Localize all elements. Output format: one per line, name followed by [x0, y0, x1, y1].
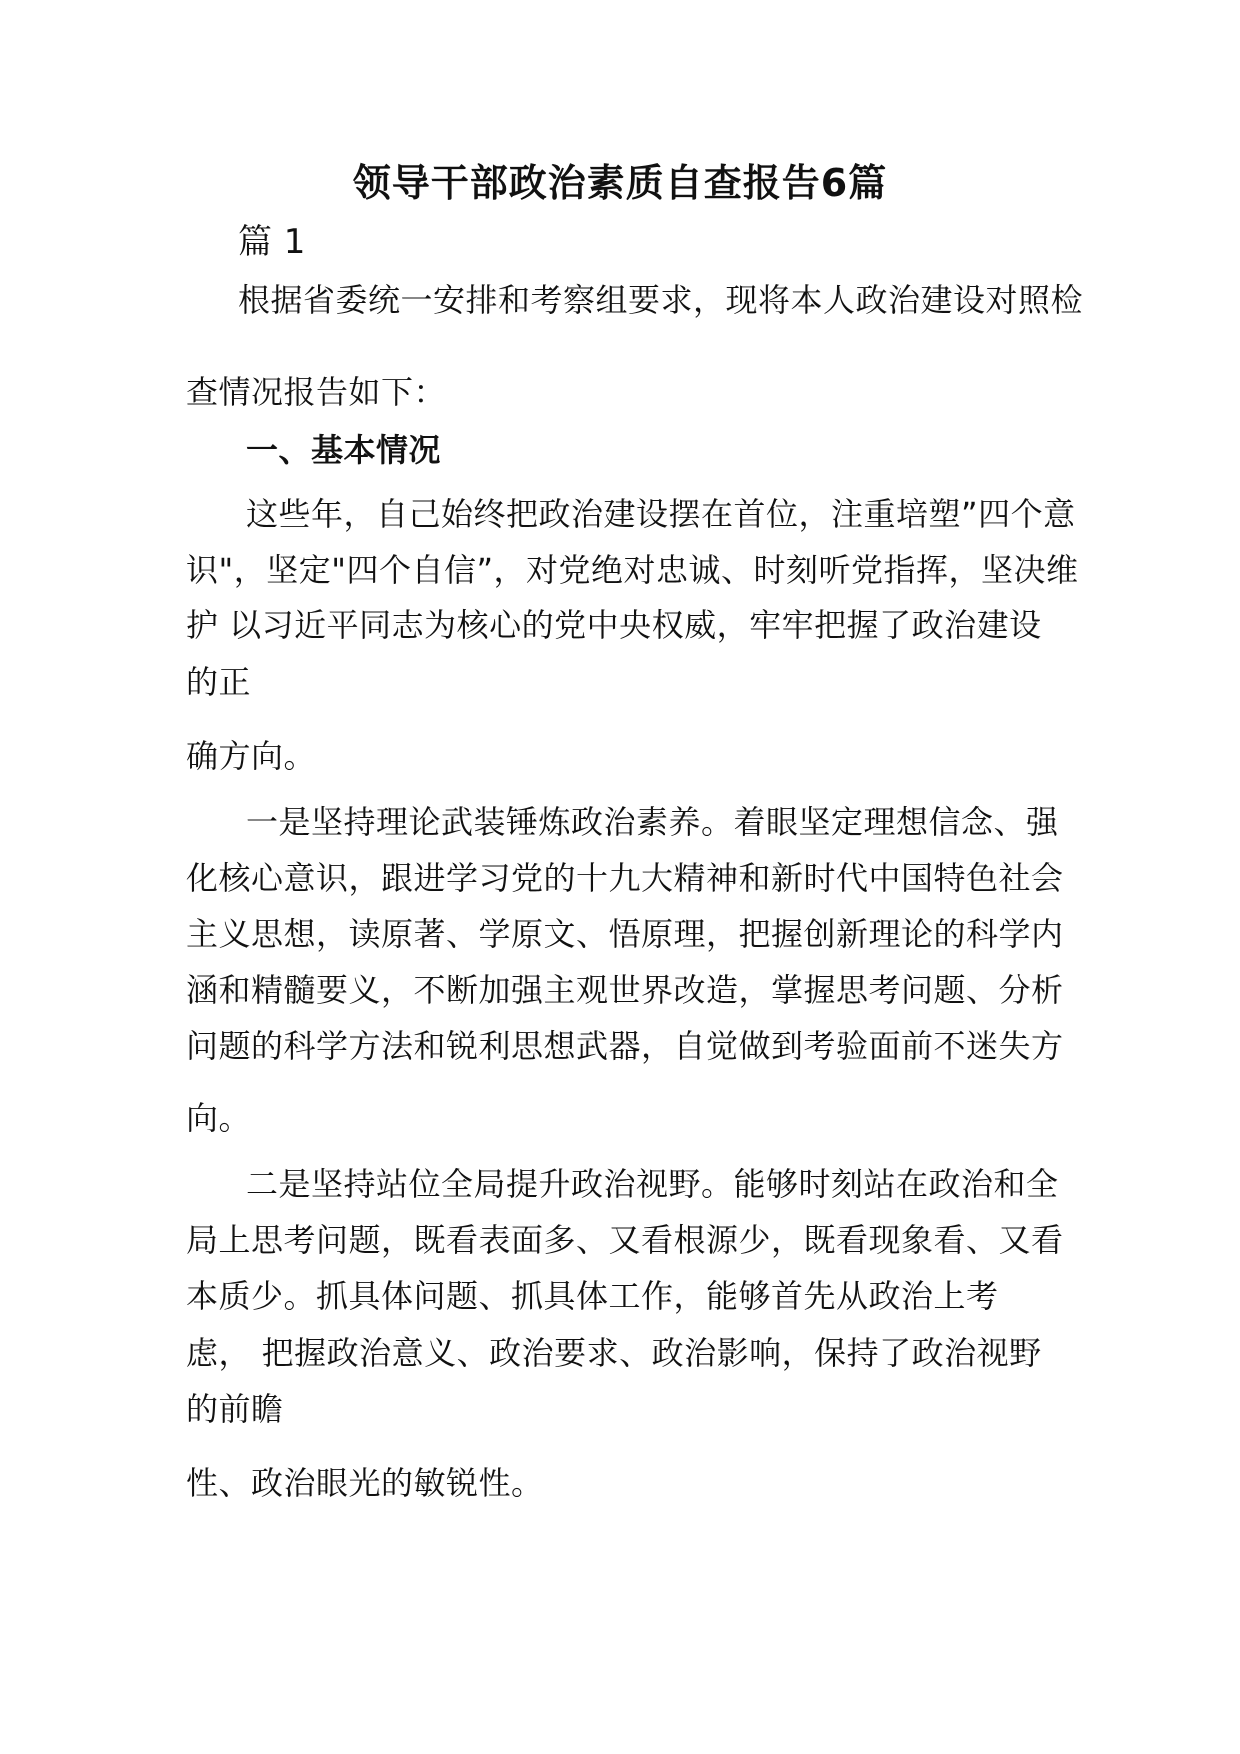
body-line-17: 虑， 把握政治意义、政治要求、政治影响，保持了政治视野: [186, 1334, 1042, 1372]
body-line-10: 主义思想，读原著、学原文、悟原理，把握创新理论的科学内: [186, 915, 1064, 953]
body-line-16: 本质少。抓具体问题、抓具体工作，能够首先从政治上考: [186, 1277, 999, 1315]
body-line-6: 的正: [186, 663, 252, 701]
section-label: 篇 1: [238, 222, 306, 262]
body-line-4: 识"，坚定"四个自信”，对党绝对忠诚、时刻听党指挥，坚决维: [186, 551, 1079, 589]
body-line-14: 二是坚持站位全局提升政治视野。能够时刻站在政治和全: [246, 1165, 1059, 1203]
body-line-9: 化核心意识，跟进学习党的十九大精神和新时代中国特色社会: [186, 859, 1064, 897]
body-line-8: 一是坚持理论武装锤炼政治素养。着眼坚定理想信念、强: [246, 803, 1059, 841]
body-line-7: 确方向。: [186, 737, 317, 775]
section-heading: 一、基本情况: [246, 431, 442, 469]
body-line-1: 根据省委统一安排和考察组要求，现将本人政治建设对照检: [238, 281, 1084, 319]
body-line-13: 向。: [186, 1099, 252, 1137]
body-line-11: 涵和精髓要义，不断加强主观世界改造，掌握思考问题、分析: [186, 971, 1064, 1009]
body-line-18: 的前瞻: [186, 1390, 284, 1428]
body-line-3: 这些年，自己始终把政治建设摆在首位，注重培塑”四个意: [246, 495, 1076, 533]
body-line-15: 局上思考问题，既看表面多、又看根源少，既看现象看、又看: [186, 1221, 1064, 1259]
body-line-5: 护 以习近平同志为核心的党中央权威，牢牢把握了政治建设: [186, 606, 1042, 644]
body-line-19: 性、政治眼光的敏锐性。: [186, 1464, 544, 1502]
body-line-2: 查情况报告如下：: [186, 373, 447, 411]
body-line-12: 问题的科学方法和锐利思想武器，自觉做到考验面前不迷失方: [186, 1027, 1064, 1065]
document-title: 领导干部政治素质自查报告6篇: [352, 161, 888, 205]
